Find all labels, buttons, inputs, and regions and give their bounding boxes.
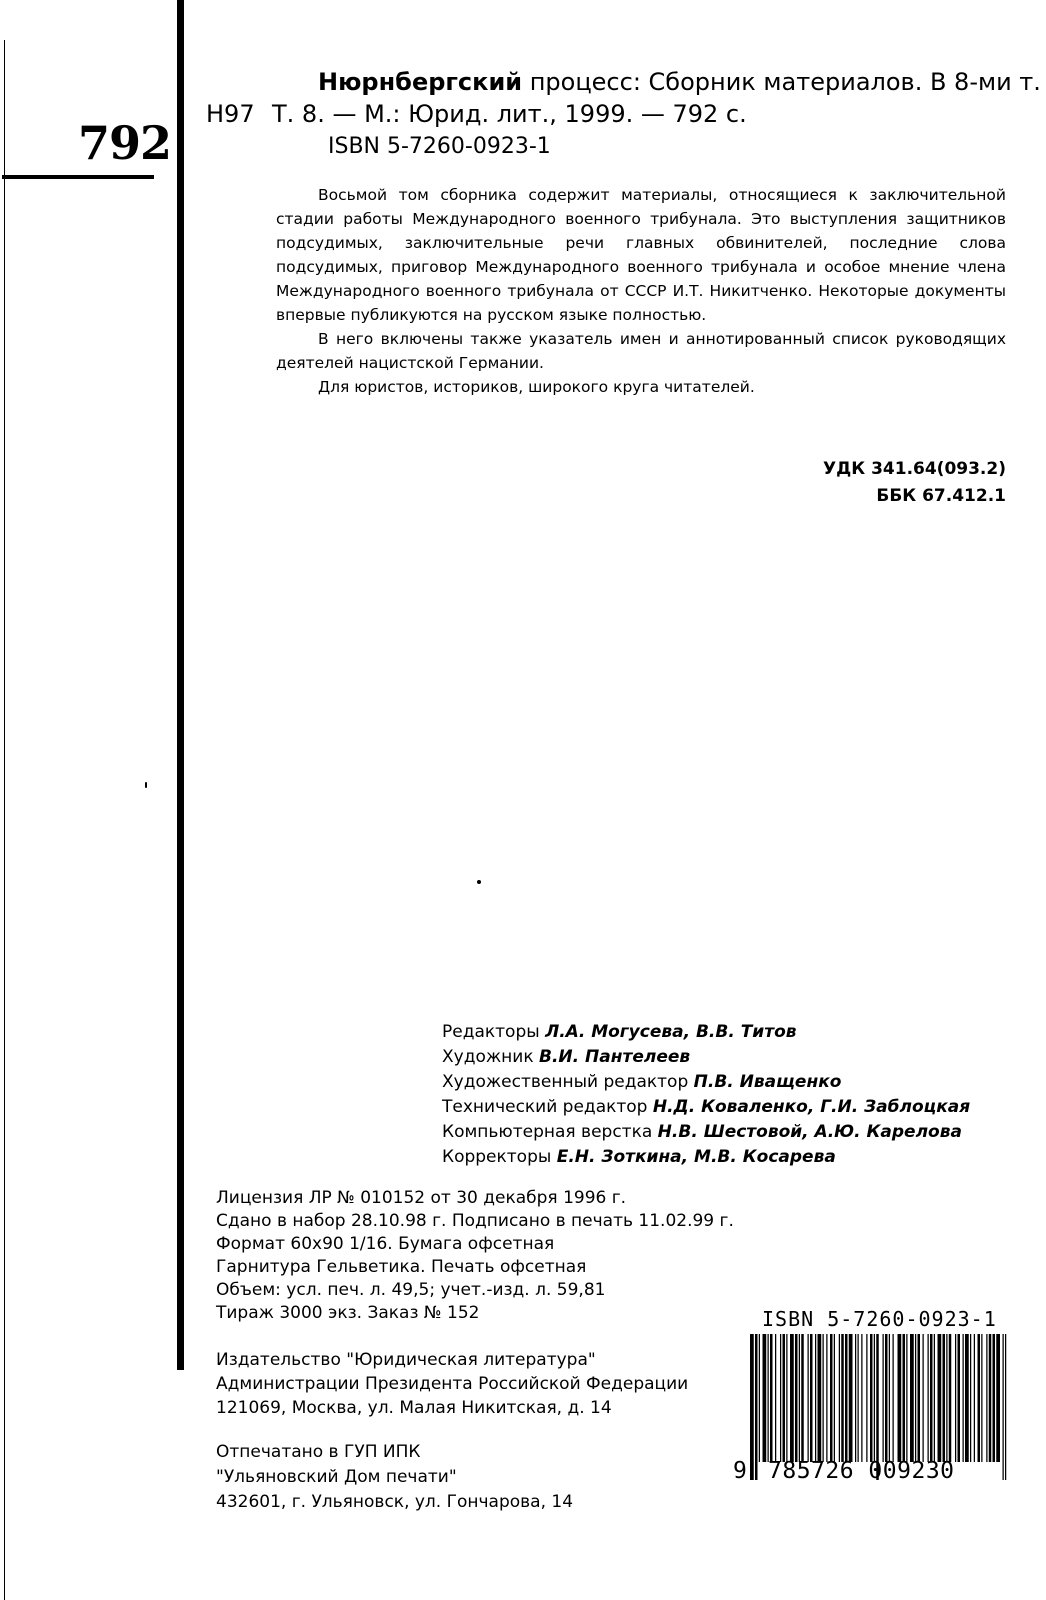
main-vertical-rule [177,0,184,1370]
printer-info [216,1440,573,1515]
tech-line: Лицензия ЛР № 010152 от 30 декабря 1996 г. [216,1188,627,1208]
printer-line: "Ульяновский Дом печати" [216,1467,457,1487]
credit-row: Редакторы Л.А. Могусева, В.В. Титов [442,1022,797,1042]
publisher-line: 121069, Москва, ул. Малая Никитская, д. 14 [216,1398,612,1418]
isbn: ISBN 5-7260-0923-1 [328,134,551,159]
tech-line: Гарнитура Гельветика. Печать офсетная [216,1257,587,1277]
printer-line: 432601, г. Ульяновск, ул. Гончарова, 14 [216,1492,574,1512]
tech-details [216,1187,734,1325]
annotation-paragraph: В него включены также указатель имен и аннотированный список руководящих деятелей нацистской Германии. [276,330,1006,372]
ean-digits: 785726 009230 [768,1458,955,1484]
publisher-line: Издательство "Юридическая литература" [216,1350,596,1370]
print-speck [145,782,147,788]
tech-line: Формат 60x90 1/16. Бумага офсетная [216,1234,555,1254]
credit-row: Художественный редактор П.В. Иващенко [442,1072,842,1092]
barcode-isbn: ISBN 5-7260-0923-1 [762,1307,997,1331]
tech-line: Сдано в набор 28.10.98 г. Подписано в печать 11.02.99 г. [216,1211,734,1231]
publisher-line: Администрации Президента Российской Федерации [216,1374,689,1394]
credit-row: Технический редактор Н.Д. Коваленко, Г.И. Заблоцкая [442,1097,971,1117]
title-rest: процесс: Сборник материалов. В 8-ми т. [522,68,1041,96]
classification [823,456,1006,510]
volume-line: Т. 8. — М.: Юрид. лит., 1999. — 792 с. [272,100,747,128]
tech-line: Объем: усл. печ. л. 49,5; учет.-изд. л. 59,81 [216,1280,606,1300]
udk-code: УДК 341.64(093.2) [823,459,1006,479]
annotation [276,183,1006,399]
credits [442,1020,970,1170]
bbk-code: ББК 67.412.1 [876,486,1006,506]
annotation-paragraph: Восьмой том сборника содержит материалы, относящиеся к заключительной стадии работы Международного военного трибунала. Это выступления защитников подсудимых, заключительные речи главных обвинителей, последние слова подсудимых, приговор Международного военного трибунала и особое мнение члена Международного военного трибунала от СССР И.Т. Никитченко. Некоторые документы впервые публикуются на русском языке полностью. [276,186,1006,324]
title-author: Нюрнбергский [318,68,523,96]
ean-first-digit: 9 [733,1458,747,1484]
annotation-paragraph: Для юристов, историков, широкого круга читателей. [318,378,755,396]
page-count: 792 [78,116,172,170]
title-line [318,68,1041,96]
left-margin-rule [4,40,5,1600]
print-speck [477,880,481,884]
printer-line: Отпечатано в ГУП ИПК [216,1442,421,1462]
catalog-code: Н97 [206,100,255,128]
page-count-rule [2,175,154,179]
credit-row: Корректоры Е.Н. Зоткина, М.В. Косарева [442,1147,836,1167]
credit-row: Художник В.И. Пантелеев [442,1047,691,1067]
credit-row: Компьютерная верстка Н.В. Шестовой, А.Ю. Карелова [442,1122,962,1142]
tech-line: Тираж 3000 экз. Заказ № 152 [216,1303,480,1323]
publisher-info [216,1348,688,1420]
